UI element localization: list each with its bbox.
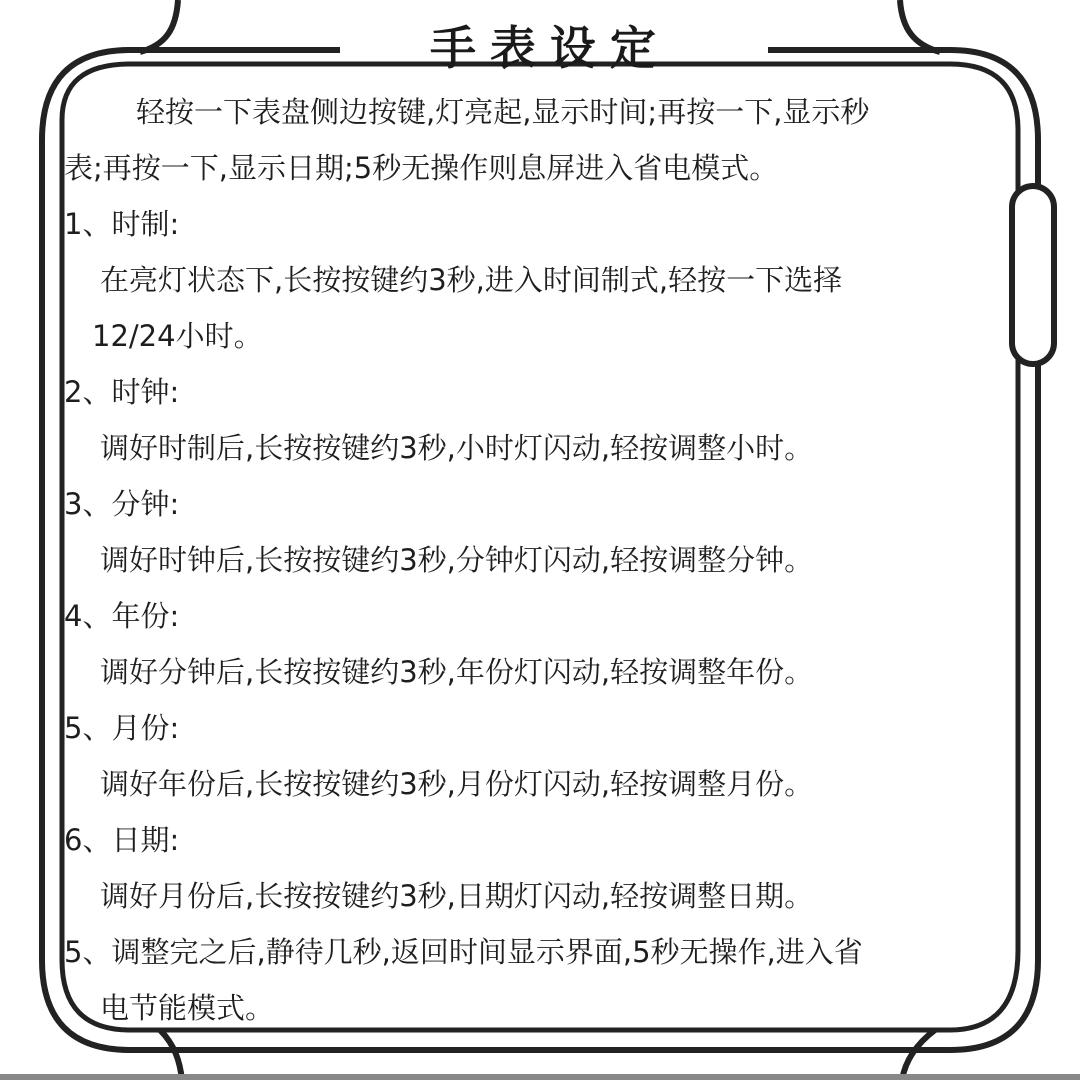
section-heading-hour: 2、时钟: <box>64 375 180 409</box>
page-title: 手表设定 <box>430 21 670 75</box>
section-heading-month: 5、月份: <box>64 711 180 745</box>
final-note-line-2: 电节能模式。 <box>100 991 275 1025</box>
section-heading-time-format: 1、时制: <box>64 207 180 241</box>
intro-line-2: 表;再按一下,显示日期;5秒无操作则息屏进入省电模式。 <box>64 151 779 185</box>
section-text-date: 调好月份后,长按按键约3秒,日期灯闪动,轻按调整日期。 <box>100 879 814 913</box>
section-text-minute: 调好时钟后,长按按键约3秒,分钟灯闪动,轻按调整分钟。 <box>100 543 814 577</box>
section-text-time-format-1: 在亮灯状态下,长按按键约3秒,进入时间制式,轻按一下选择 <box>100 263 843 297</box>
section-text-hour: 调好时制后,长按按键约3秒,小时灯闪动,轻按调整小时。 <box>100 431 814 465</box>
section-text-year: 调好分钟后,长按按键约3秒,年份灯闪动,轻按调整年份。 <box>100 655 814 689</box>
section-text-month: 调好年份后,长按按键约3秒,月份灯闪动,轻按调整月份。 <box>100 767 814 801</box>
final-note-line-1: 5、调整完之后,静待几秒,返回时间显示界面,5秒无操作,进入省 <box>64 935 863 969</box>
intro-line-1: 轻按一下表盘侧边按键,灯亮起,显示时间;再按一下,显示秒 <box>136 95 870 129</box>
section-heading-minute: 3、分钟: <box>64 487 180 521</box>
section-heading-date: 6、日期: <box>64 823 180 857</box>
section-text-time-format-2: 12/24小时。 <box>92 319 263 353</box>
section-heading-year: 4、年份: <box>64 599 180 633</box>
